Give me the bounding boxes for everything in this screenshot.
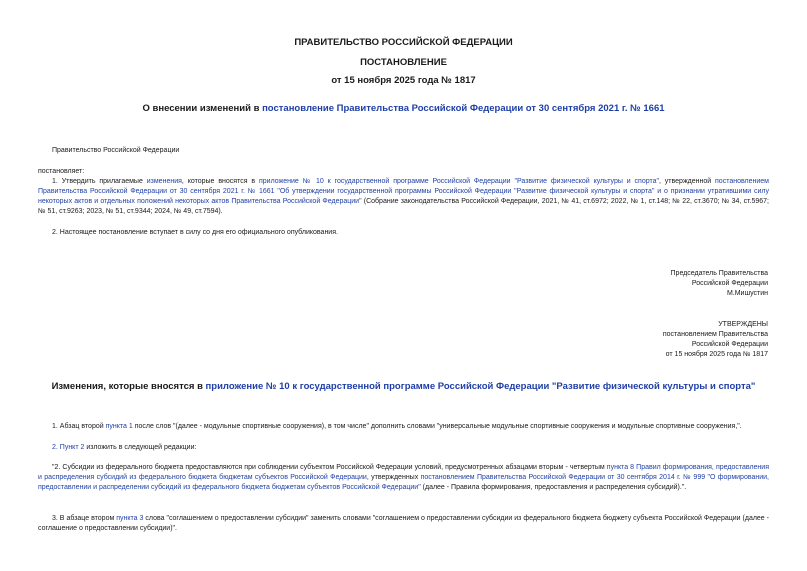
p1-link-appendix[interactable]: приложение № 10 к государственной программе Российской Федерации "Развитие физической культуры и спорта": [259, 178, 659, 185]
approved-country: Российской Федерации: [691, 341, 768, 348]
document-title: [0, 103, 807, 114]
paragraph-1: [38, 177, 769, 217]
c2-text-1: изложить в следующей редакции:: [84, 444, 197, 451]
c1-text-1: 1. Абзац второй: [52, 423, 106, 430]
c2q-text-3: (далее - Правила формирования, предоставления и распределения субсидий).".: [420, 484, 687, 491]
p1-text-2: , которые вносятся в: [181, 178, 259, 185]
p1-link-resolution[interactable]: постановлением Правительства Российской Федерации от 30 сентября 2021 г. № 1661 "Об утверждении государственной программы Российской Федерации "Развитие физической культуры и спорта" и о признании утратившими силу некоторых актов и отдельных положений некоторых актов Правительства Российской Федерации": [38, 178, 769, 205]
approved-date: от 15 ноября 2025 года № 1817: [665, 351, 768, 358]
c3-text-1: 3. В абзаце втором: [52, 515, 117, 522]
doc-type-heading: ПОСТАНОВЛЕНИЕ: [360, 57, 447, 68]
c2q-text-1: "2. Субсидии из федерального бюджета предоставляются при соблюдении субъектом Российской Федерации условий, предусмотренных абзацами вторым - четвертым: [52, 464, 607, 471]
changes-title-prefix: Изменения, которые вносятся в: [51, 381, 206, 392]
c2q-text-2: , утвержденных: [366, 474, 421, 481]
approval-block: [663, 320, 768, 360]
c2q-link-resolution-999[interactable]: постановлением Правительства Российской Федерации от 30 сентября 2014 г. № 999 "О формировании, предоставлении и распределении субсидий из федерального бюджета бюджетам субъектов Российской Федерации": [38, 474, 769, 491]
c2q-link-rules-point-8[interactable]: пункта 8 Правил формирования, предоставления и распределения субсидий из федерального бюджета бюджетам субъектов Российской Федерации: [38, 464, 769, 481]
change-3: [38, 514, 769, 534]
c2-link-point-2[interactable]: 2. Пункт 2: [52, 444, 85, 451]
c1-text-2: после слов "(далее - модульные спортивные сооружения), в том числе" дополнить словами "универсальные модульные спортивные сооружения и модульные спортивные сооружения,".: [132, 423, 742, 430]
decrees-word: постановляет:: [38, 168, 85, 175]
signatory-name: М.Мишустин: [726, 290, 768, 297]
p1-text-1: 1. Утвердить прилагаемые: [52, 178, 147, 185]
government-heading: ПРАВИТЕЛЬСТВО РОССИЙСКОЙ ФЕДЕРАЦИИ: [294, 37, 513, 48]
change-2-quote: [38, 463, 769, 493]
p1-text-3: , утвержденной: [658, 178, 716, 185]
p1-text-4: (Собрание законодательства Российской Федерации, 2021, № 41, ст.6972; 2022, № 1, ст.148; № 22, ст.3670; № 34, ст.5967; № 51, ст.9263; 2023, № 51, ст.9344; 2024, № 49, ст.7594).: [38, 198, 769, 215]
signature-title-2: Российской Федерации: [691, 280, 768, 287]
title-link[interactable]: постановление Правительства Российской Федерации от 30 сентября 2021 г. № 1661: [262, 103, 665, 114]
c3-link-point-3[interactable]: пункта 3: [116, 515, 144, 522]
change-2: [52, 443, 196, 453]
c1-link-point-1[interactable]: пункта 1: [105, 423, 133, 430]
title-prefix: О внесении изменений в: [142, 103, 263, 114]
approved-by: постановлением Правительства: [662, 331, 768, 338]
issuer: Правительство Российской Федерации: [52, 147, 180, 154]
date-number: от 15 ноября 2025 года № 1817: [331, 75, 476, 86]
changes-title: [0, 381, 807, 392]
approved-word: УТВЕРЖДЕНЫ: [718, 321, 768, 328]
c3-text-2: слова "соглашением о предоставлении субсидии" заменить словами "соглашением о предоставлении субсидии из федерального бюджета бюджету субъекта Российской Федерации (далее - соглашение о предоставлении субсидии)".: [38, 515, 770, 532]
p1-link-changes[interactable]: изменения: [146, 178, 182, 185]
signature-block: [671, 269, 768, 299]
change-1: [52, 422, 769, 432]
signature-title-1: Председатель Правительства: [670, 270, 768, 277]
paragraph-2: 2. Настоящее постановление вступает в силу со дня его официального опубликования.: [52, 229, 338, 236]
changes-title-link[interactable]: приложение № 10 к государственной программе Российской Федерации "Развитие физической культуры и спорта": [205, 381, 756, 392]
